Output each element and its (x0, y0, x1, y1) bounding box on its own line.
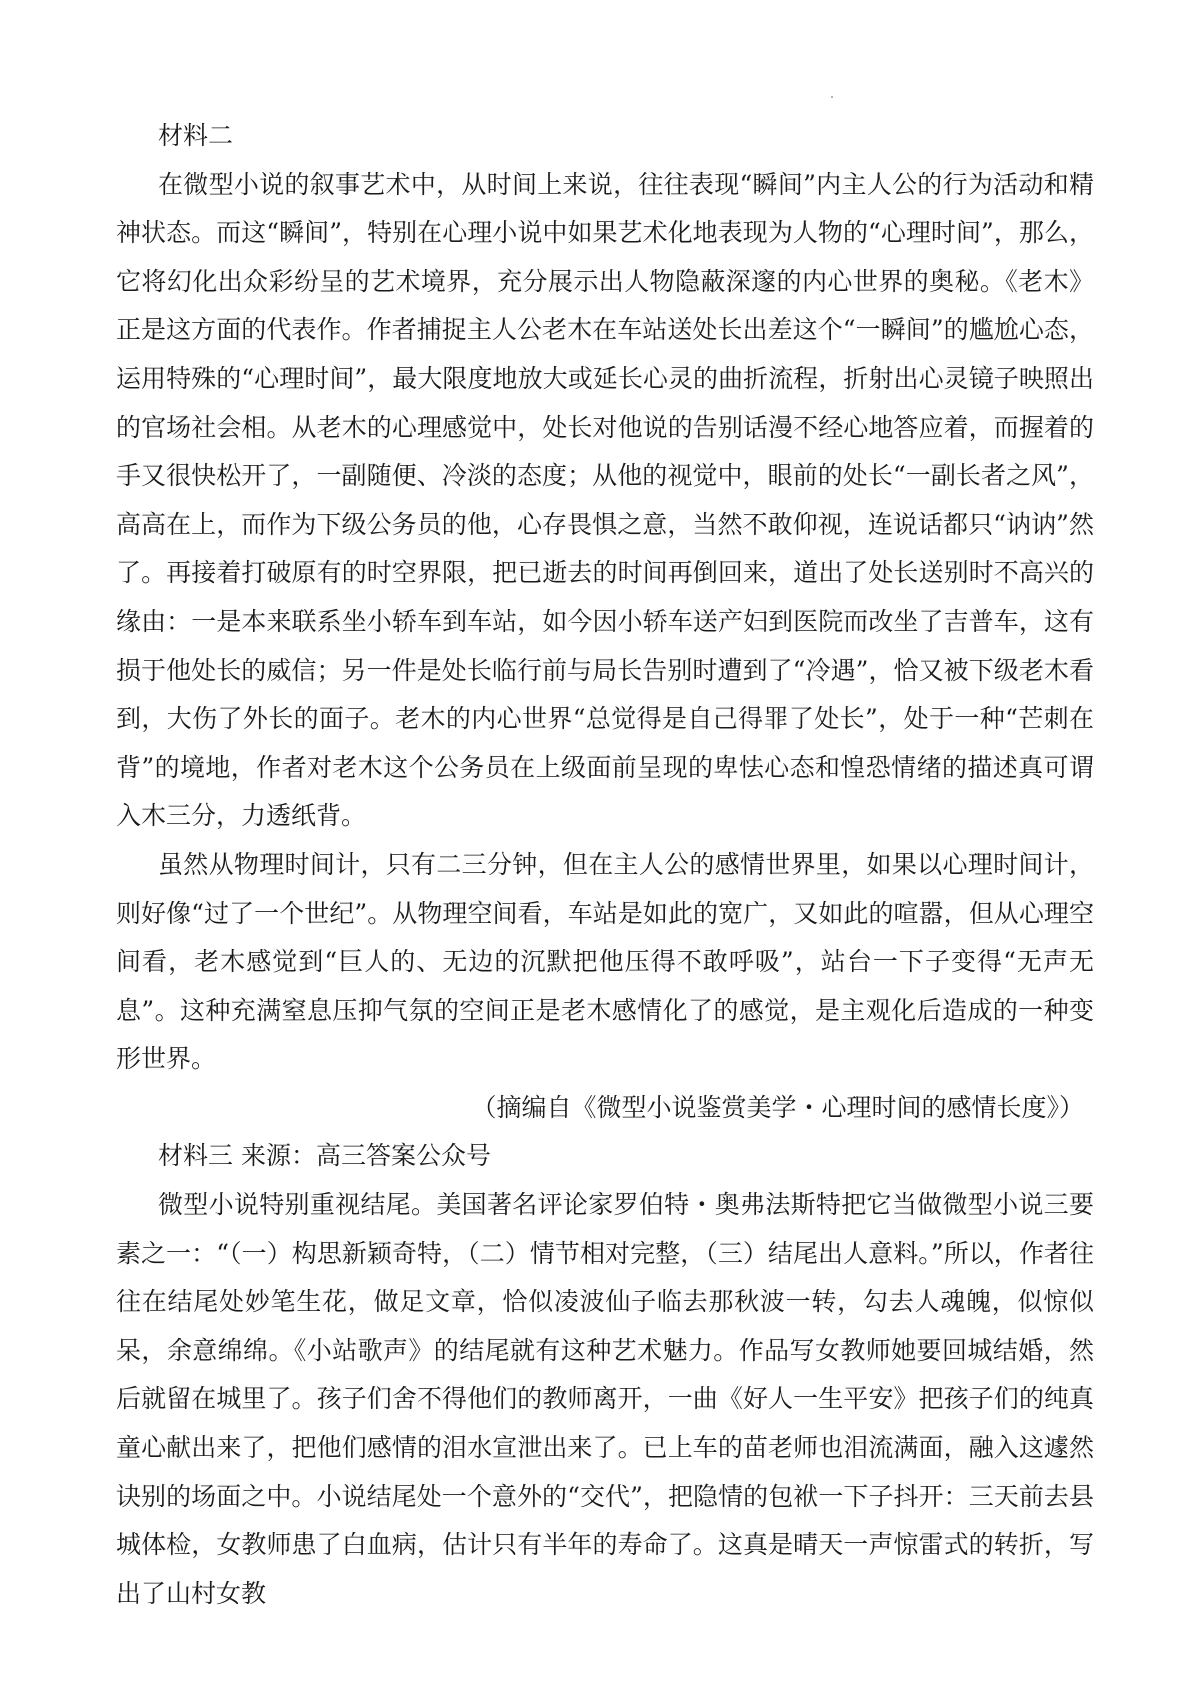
material-2-source: （摘编自《微型小说鉴赏美学・心理时间的感情长度》） (471, 1092, 1084, 1122)
material-2-title: 材料二 (158, 121, 234, 150)
material-2-paragraph-2: 虽然从物理时间计，只有二三分钟，但在主人公的感情世界里，如果以心理时间计，则好像“过了一个世纪”。从物理空间看，车站是如此的宽广，又如此的喧嚣，但从心理空间看，老木感觉到“巨人的、无边的沉默把他压得不敢呼吸”，站台一下子变得“无声无息”。这种充满窒息压抑气氛的空间正是老木感情化了的感觉，是主观化后造成的一种变形世界。 (116, 849, 1094, 1074)
material-3-paragraph-1: 微型小说特别重视结尾。美国著名评论家罗伯特・奥弗法斯特把它当做微型小说三要素之一：“（一）构思新颖奇特，（二）情节相对完整，（三）结尾出人意料。”所以，作者往往在结尾处妙笔生花，做足文章，恰似凌波仙子临去那秋波一转，勾去人魂魄，似惊似呆，余意绵绵。《小站歌声》的结尾就有这种艺术魅力。作品写女教师她要回城结婚，然后就留在城里了。孩子们舍不得他们的教师离开，一曲《好人一生平安》把孩子们的纯真童心献出来了，把他们感情的泪水宣泄出来了。已上车的苗老师也泪流满面，融入这遽然诀别的场面之中。小说结尾处一个意外的“交代”，把隐情的包袱一下子抖开：三天前去县城体检，女教师患了白血病，估计只有半年的寿命了。这真是晴天一声惊雷式的转折，写出了山村女教 (116, 1190, 1094, 1608)
material-2-paragraph-1: 在微型小说的叙事艺术中，从时间上来说，往往表现“瞬间”内主人公的行为活动和精神状态。而这“瞬间”，特别在心理小说中如果艺术化地表现为人物的“心理时间”，那么，它将幻化出众彩纷呈的艺术境界，充分展示出人物隐蔽深邃的内心世界的奥秘。《老木》正是这方面的代表作。作者捕捉主人公老木在车站送处长出差这个“一瞬间”的尴尬心态，运用特殊的“心理时间”，最大限度地放大或延长心灵的曲折流程，折射出心灵镜子映照出的官场社会相。从老木的心理感觉中，处长对他说的告别话漫不经心地答应着，而握着的手又很快松开了，一副随便、冷淡的态度；从他的视觉中，眼前的处长“一副长者之风”，高高在上，而作为下级公务员的他，心存畏惧之意，当然不敢仰视，连说话都只“讷讷”然了。再接着打破原有的时空界限，把已逝去的时间再倒回来，道出了处长送别时不高兴的缘由：一是本来联系坐小轿车到车站，如今因小轿车送产妇到医院而改坐了吉普车，这有损于他处长的威信；另一件是处长临行前与局长告别时遭到了“冷遇”，恰又被下级老木看到，大伤了外长的面子。老木的内心世界“总觉得是自己得罪了处长”，处于一种“芒刺在背”的境地，作者对老木这个公务员在上级面前呈现的卑怯心态和惶恐情绪的描述真可谓入木三分，力透纸背。 (116, 169, 1094, 831)
material-3-title: 材料三 来源：高三答案公众号 (158, 1141, 491, 1171)
scan-dot (831, 96, 833, 98)
document-body (116, 112, 1094, 1618)
